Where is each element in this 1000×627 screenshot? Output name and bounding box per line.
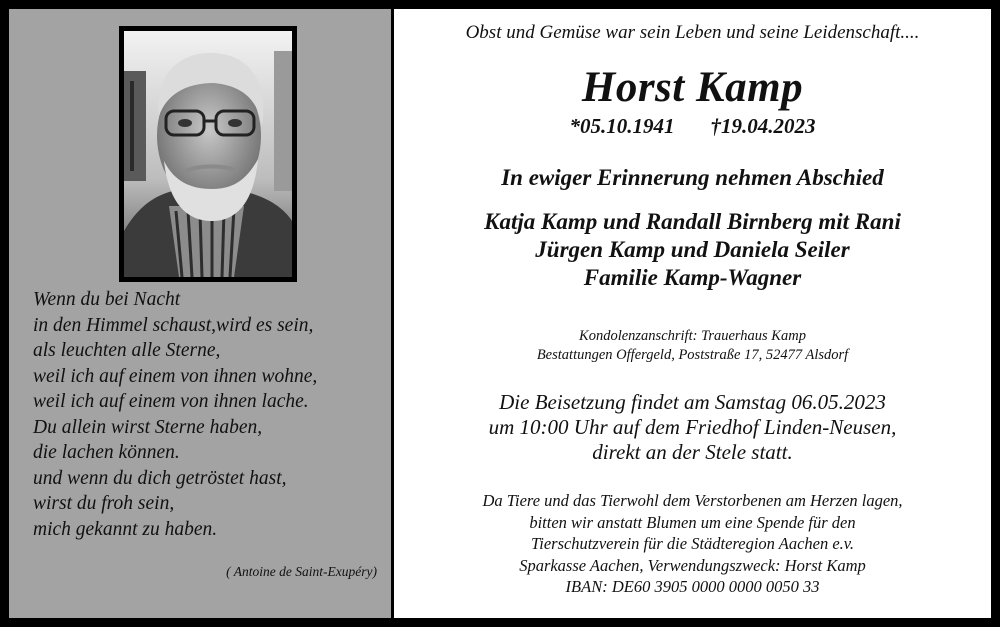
condolence-line: Bestattungen Offergeld, Poststraße 17, 52477 Alsdorf xyxy=(536,347,849,363)
poem-line: weil ich auf einem von ihnen wohne, xyxy=(33,365,318,387)
poem-line: weil ich auf einem von ihnen lache. xyxy=(33,391,309,412)
portrait-illustration xyxy=(124,31,292,277)
poem-line: und wenn du dich getröstet hast, xyxy=(33,467,287,489)
burial-line: um 10:00 Uhr auf dem Friedhof Linden-Neusen, xyxy=(488,415,897,439)
donation-line: Sparkasse Aachen, Verwendungszweck: Horst Kamp xyxy=(519,555,866,575)
left-panel xyxy=(9,9,391,618)
motto: Obst und Gemüse war sein Leben und seine Leidenschaft.... xyxy=(465,22,920,43)
poem xyxy=(33,287,383,542)
life-dates xyxy=(394,114,991,139)
mourner-line: Familie Kamp-Wagner xyxy=(583,265,802,290)
deceased-name: Horst Kamp xyxy=(581,64,804,111)
donation-line: Tierschutzverein für die Städteregion Aachen e.v. xyxy=(530,534,855,553)
donation-line: IBAN: DE60 3905 0000 0000 0050 33 xyxy=(565,577,820,596)
poem-line: Du allein wirst Sterne haben, xyxy=(33,416,263,438)
farewell-heading: In ewiger Erinnerung nehmen Abschied xyxy=(501,165,884,190)
portrait-photo xyxy=(119,26,297,282)
poem-line: wirst du froh sein, xyxy=(33,493,175,514)
mourner-line: Jürgen Kamp und Daniela Seiler xyxy=(535,237,850,262)
condolence-line: Kondolenzanschrift: Trauerhaus Kamp xyxy=(579,328,806,344)
poem-line: die lachen können. xyxy=(33,442,180,463)
right-panel xyxy=(394,9,991,618)
mourner-line: Katja Kamp und Randall Birnberg mit Rani xyxy=(484,209,901,234)
donation-line: bitten wir anstatt Blumen um eine Spende für den xyxy=(529,512,856,532)
burial-line: direkt an der Stele statt. xyxy=(592,440,793,464)
burial-info xyxy=(394,390,991,465)
poem-line: in den Himmel schaust,wird es sein, xyxy=(33,314,314,336)
condolence-address xyxy=(394,327,991,365)
mourners-list xyxy=(394,208,991,292)
poem-author: ( Antoine de Saint-Exupéry) xyxy=(226,564,377,579)
poem-line: Wenn du bei Nacht xyxy=(33,289,181,310)
burial-line: Die Beisetzung findet am Samstag 06.05.2023 xyxy=(499,390,886,414)
poem-line: als leuchten alle Sterne, xyxy=(33,340,221,361)
death-date: †19.04.2023 xyxy=(710,114,816,138)
birth-date: *05.10.1941 xyxy=(569,114,675,138)
donation-request xyxy=(394,490,991,598)
donation-line: Da Tiere und das Tierwohl dem Verstorbenen am Herzen lagen, xyxy=(482,491,903,510)
poem-line: mich gekannt zu haben. xyxy=(33,518,218,540)
